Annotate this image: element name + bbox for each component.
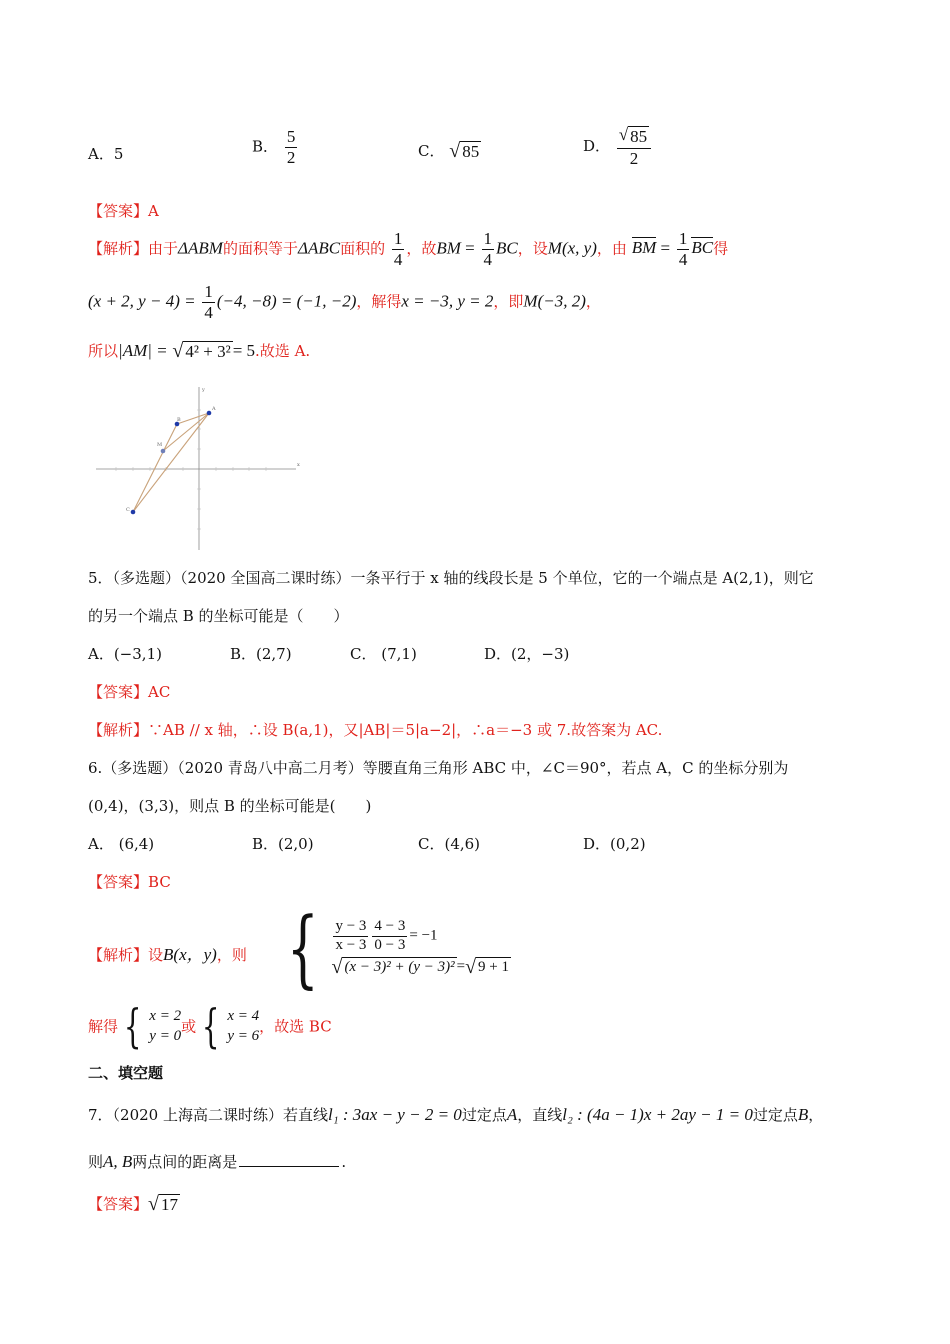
sqrt: √ 17 — [148, 1193, 178, 1216]
section-title: 二、填空题 — [88, 1064, 164, 1082]
sqrt: √ 9 + 1 — [465, 956, 510, 979]
radicand: 4² + 3² — [185, 342, 231, 362]
math: l₁ : 3ax − y − 2 = 0 — [328, 1105, 462, 1124]
text: 得 — [713, 239, 729, 258]
math: ΔABM — [178, 238, 223, 258]
math: = — [465, 238, 475, 258]
math: (x + 2, y − 4) = — [88, 291, 196, 311]
math: A — [506, 1105, 518, 1124]
tick-marks — [96, 387, 296, 550]
text: ，设 — [517, 239, 548, 258]
sqrt: √ (x − 3)² + (y − 3)² — [331, 956, 455, 979]
text: 两点间的距离是 — [132, 1153, 238, 1171]
answer-tag: 【答案】 — [88, 1195, 149, 1213]
numerator: 1 — [204, 282, 213, 301]
fraction: √ 85 2 — [617, 126, 651, 168]
point-m — [161, 449, 166, 454]
q6-stem-line-1: 6.（多选题）（2020 青岛八中高二月考）等腰直角三角形 ABC 中，∠C＝90°，若点 A，C 的坐标分别为 — [88, 759, 789, 777]
sqrt: √ 4² + 3² — [172, 340, 231, 363]
fraction — [677, 230, 690, 269]
segment-am — [163, 413, 209, 451]
answer-value: A — [148, 202, 159, 220]
denominator: 4 — [204, 302, 213, 322]
answer-tag: 【答案】 — [88, 873, 149, 891]
text: 解得 — [88, 1017, 119, 1036]
math: l₂ : (4a − 1)x + 2ay − 1 = 0 — [562, 1105, 753, 1124]
coordinate-graph — [86, 382, 306, 552]
q6-option-d: D．(0,2) — [583, 835, 646, 853]
radicand: 85 — [462, 142, 480, 162]
fraction — [392, 230, 405, 269]
point-a — [207, 411, 212, 416]
q4-option-b — [252, 128, 299, 167]
math: M — [547, 238, 562, 258]
math: (x, y) — [561, 238, 597, 258]
denominator: 4 — [483, 249, 493, 269]
denominator: 4 — [678, 249, 688, 269]
text: ， — [808, 1106, 824, 1124]
q5-analysis — [88, 719, 662, 740]
math: ΔABC — [297, 238, 341, 258]
math: = — [456, 958, 466, 975]
q5-option-d: D．(2，−3) — [484, 645, 570, 663]
q5-answer — [88, 681, 170, 702]
fraction — [333, 919, 368, 954]
q7-answer — [88, 1193, 180, 1216]
option-label: C． — [418, 142, 445, 160]
q4-option-d — [583, 126, 653, 168]
math: = −1 — [409, 927, 438, 944]
q6-option-a: A． (6,4) — [88, 835, 155, 853]
denominator: 2 — [286, 147, 296, 167]
q4-answer — [88, 200, 159, 221]
q7-stem-line-1 — [88, 1104, 823, 1125]
analysis-tag: 【解析】 — [88, 946, 149, 964]
q4-analysis-line-1 — [88, 230, 728, 269]
text: 设 — [148, 946, 164, 964]
segment-ca — [133, 413, 209, 512]
numerator: 4 − 3 — [372, 919, 407, 937]
q6-answer — [88, 871, 171, 892]
text: ，故选 BC — [259, 1017, 332, 1036]
numerator: 1 — [393, 229, 403, 248]
math: BC — [496, 238, 518, 258]
text: 过定点 — [461, 1106, 507, 1124]
label-b: B — [177, 417, 181, 423]
math: x = −3, y = 2 — [401, 291, 494, 311]
math: y = 6 — [227, 1028, 260, 1044]
text: 面积的 — [340, 239, 386, 258]
denominator: 0 − 3 — [374, 936, 406, 953]
fraction — [202, 283, 215, 322]
radicand: 17 — [161, 1195, 178, 1215]
q4-analysis-line-2 — [88, 283, 601, 322]
q6-option-b: B．(2,0) — [252, 835, 314, 853]
point-c — [131, 510, 136, 515]
vector: BM — [631, 238, 657, 258]
text: 7．（2020 上海高二课时练）若直线 — [88, 1106, 328, 1124]
q7-stem-line-2 — [88, 1151, 346, 1172]
sqrt: √ 85 — [449, 140, 480, 163]
math: A, B — [103, 1152, 133, 1171]
denominator: x − 3 — [335, 936, 367, 953]
math: (−4, −8) = (−1, −2) — [216, 291, 357, 311]
left-brace-icon: { — [201, 999, 220, 1053]
q5-option-c: C． (7,1) — [350, 645, 417, 663]
math: BM — [436, 238, 461, 258]
label-a: A — [212, 406, 216, 412]
numerator: y − 3 — [333, 919, 368, 937]
math: x = 2 — [149, 1007, 182, 1024]
text: ， — [585, 292, 601, 311]
numerator: 1 — [678, 229, 688, 248]
analysis-tag: 【解析】 — [88, 239, 149, 258]
q4-analysis-line-3 — [88, 340, 310, 363]
text: 过定点 — [752, 1106, 798, 1124]
text: 所以 — [88, 342, 119, 360]
text: ，直线 — [517, 1106, 563, 1124]
fraction — [285, 128, 298, 167]
analysis-tag: 【解析】 — [88, 721, 149, 739]
q6-analysis-label — [88, 940, 247, 965]
text: . — [341, 1153, 347, 1171]
q5-option-a: A．(−3,1) — [88, 645, 162, 663]
left-brace-icon: { — [286, 899, 319, 997]
math: x = 4 — [227, 1007, 260, 1024]
triangle-lines — [133, 413, 209, 512]
fraction — [482, 230, 495, 269]
math: = 5 — [232, 341, 256, 360]
x-axis-label: x — [297, 462, 300, 468]
option-label: D． — [583, 137, 611, 156]
q6-solution — [88, 999, 332, 1053]
q5-option-b: B．(2,7) — [230, 645, 292, 663]
label-c: C — [126, 507, 130, 513]
answer-tag: 【答案】 — [88, 202, 149, 220]
answer-tag: 【答案】 — [88, 683, 149, 701]
q6-option-c: C．(4,6) — [418, 835, 481, 853]
denominator: 4 — [393, 249, 403, 269]
left-brace-icon: { — [123, 999, 142, 1053]
option-label: B． — [252, 137, 279, 156]
fraction — [372, 919, 407, 954]
text: .故选 A. — [255, 342, 311, 360]
math: M — [523, 291, 538, 311]
text: 的面积等于 — [222, 239, 298, 258]
math: B — [797, 1105, 809, 1124]
math: y = 0 — [149, 1028, 182, 1044]
text: ，故 — [406, 239, 437, 258]
answer-blank — [239, 1166, 339, 1167]
answer-value: BC — [148, 873, 171, 891]
text: ，即 — [493, 292, 524, 311]
math: |AM| = — [118, 341, 168, 360]
text: 由于 — [148, 239, 179, 258]
text: ，解得 — [356, 292, 402, 311]
segment-bc — [133, 424, 177, 512]
q6-equation-system — [276, 899, 511, 997]
radicand: 9 + 1 — [478, 959, 510, 976]
text: 则 — [88, 1153, 104, 1171]
math: B(x，y) — [163, 945, 217, 964]
q4-option-c — [418, 140, 481, 163]
math: = — [660, 238, 671, 258]
q5-stem-line-1: 5．（多选题）（2020 全国高二课时练）一条平行于 x 轴的线段长是 5 个单位，它的一个端点是 A(2,1)，则它 — [88, 569, 814, 587]
q6-stem-line-2: (0,4)，(3,3)，则点 B 的坐标可能是( ) — [88, 797, 372, 815]
q5-stem-line-2: 的另一个端点 B 的坐标可能是（ ） — [88, 607, 349, 625]
label-m: M — [157, 442, 163, 448]
radicand: (x − 3)² + (y − 3)² — [344, 959, 455, 976]
text: ，由 — [596, 239, 627, 258]
text: ，则 — [216, 946, 247, 964]
denominator: 2 — [629, 149, 639, 169]
q4-option-a: A．5 — [88, 145, 124, 163]
math: (−3, 2) — [537, 291, 586, 311]
vector: BC — [691, 238, 714, 258]
answer-value: AC — [148, 683, 171, 701]
numerator: 1 — [483, 229, 493, 248]
y-axis-label: y — [202, 387, 205, 393]
text: 或 — [181, 1017, 197, 1036]
radicand: 85 — [630, 127, 648, 146]
numerator: 5 — [286, 127, 296, 146]
analysis-text: ∵AB // x 轴，∴设 B(a,1)，又|AB|＝5|a−2|，∴a＝−3 或 7.故答案为 AC. — [148, 721, 663, 739]
